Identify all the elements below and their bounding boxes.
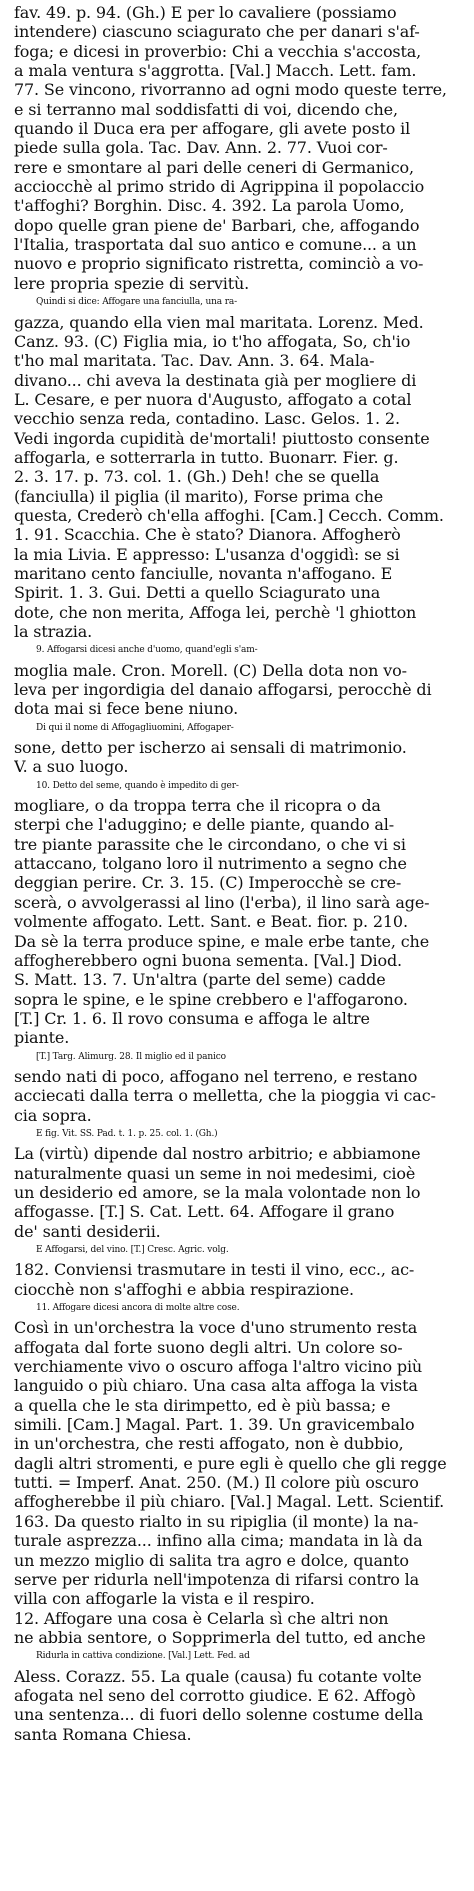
- text-line: 77. Se vincono, rivorranno ad ogni modo queste terre,: [14, 80, 447, 100]
- text-line: divano... chi aveva la destinata già per mogliere di: [14, 370, 417, 390]
- text-line: l'Italia, trasportata dal suo antico e comune... a un: [14, 235, 417, 255]
- text-line: Quindi si dice: Affogare una fanciulla, una ra-: [36, 297, 237, 308]
- text-line: leva per ingordigia del danaio affogarsi, perocchè di: [14, 680, 432, 700]
- text-line: sendo nati di poco, affogano nel terreno, e restano: [14, 1066, 418, 1086]
- text-line: t'affoghi? Borghin. Disc. 4. 392. La parola Uomo,: [14, 196, 405, 216]
- text-line: E fig. Vit. SS. Pad. t. 1. p. 25. col. 1. (Gh.): [36, 1128, 218, 1139]
- text-line: rere e smontare al pari delle ceneri di Germanico,: [14, 157, 414, 177]
- text-line: nuovo e proprio significato ristretta, cominciò a vo-: [14, 254, 424, 274]
- text-line: un desiderio ed amore, se la mala volontade non lo: [14, 1182, 421, 1202]
- text-line: verchiamente vivo o oscuro affoga l'altro vicino più: [14, 1357, 423, 1377]
- text-line: vecchio senza reda, contadino. Lasc. Gelos. 1. 2.: [14, 409, 400, 429]
- text-line: naturalmente quasi un seme in noi medesimi, cioè: [14, 1163, 416, 1183]
- text-line: sterpi che l'aduggino; e delle piante, quando al-: [14, 815, 395, 835]
- text-line: Così in un'orchestra la voce d'uno strumento resta: [14, 1318, 418, 1338]
- text-line: maritano cento fanciulle, novanta n'affogano. E: [14, 563, 393, 583]
- text-line: cia sopra.: [14, 1105, 92, 1125]
- text-line: [T.] Cr. 1. 6. Il rovo consuma e affoga le altre: [14, 1008, 370, 1028]
- text-line: ne abbia sentore, o Sopprimerla del tutto, ed anche: [14, 1627, 426, 1647]
- text-line: dote, che non merita, Affoga lei, perchè 'l ghiotton: [14, 602, 417, 622]
- text-line: 182. Conviensi trasmutare in testi il vino, ecc., ac-: [14, 1260, 415, 1280]
- text-line: Da sè la terra produce spine, e male erbe tante, che: [14, 931, 430, 951]
- text-line: lere propria spezie di servitù.: [14, 273, 250, 293]
- text-line: Canz. 93. (C) Figlia mia, io t'ho affogata, So, ch'io: [14, 331, 411, 351]
- text-line: santa Romana Chiesa.: [14, 1724, 192, 1744]
- text-line: [T.] Targ. Alimurg. 28. Il miglio ed il panico: [36, 1051, 226, 1062]
- text-line: dota mai si fece bene niuno.: [14, 699, 239, 719]
- text-line: V. a suo luogo.: [14, 757, 129, 777]
- text-line: acciocchè al primo strido di Agrippina il popolaccio: [14, 177, 425, 197]
- text-line: attaccano, tolgano loro il nutrimento a segno che: [14, 854, 407, 874]
- text-line: 11. Affogare dicesi ancora di molte altre cose.: [36, 1303, 240, 1314]
- text-line: t'ho mal maritata. Tac. Dav. Ann. 3. 64. Mala-: [14, 351, 375, 371]
- text-column: [14, 3, 458, 1744]
- text-line: affogherebbero ogni buona sementa. [Val.] Diod.: [14, 950, 402, 970]
- text-line: in un'orchestra, che resti affogato, non è dubbio,: [14, 1434, 404, 1454]
- text-line: serve per ridurla nell'impotenza di rifarsi contro la: [14, 1569, 420, 1589]
- text-line: La (virtù) dipende dal nostro arbitrio; e abbiamone: [14, 1144, 421, 1164]
- text-line: piede sulla gola. Tac. Dav. Ann. 2. 77. Vuoi cor-: [14, 138, 388, 158]
- text-line: dopo quelle gran piene de' Barbari, che, affogando: [14, 215, 420, 235]
- text-line: Spirit. 1. 3. Gui. Detti a quello Sciagurato una: [14, 583, 381, 603]
- text-line: foga; e dicesi in proverbio: Chi a vecchia s'accosta,: [14, 41, 422, 61]
- text-line: e si terranno mal soddisfatti di voi, dicendo che,: [14, 99, 398, 119]
- text-line: affogherebbe il più chiaro. [Val.] Magal. Lett. Scientif.: [14, 1492, 445, 1512]
- text-line: affogasse. [T.] S. Cat. Lett. 64. Affogare il grano: [14, 1202, 395, 1222]
- text-line: acciecati dalla terra o melletta, che la pioggia vi cac-: [14, 1086, 436, 1106]
- text-line: sone, detto per ischerzo ai sensali di matrimonio.: [14, 738, 407, 758]
- text-line: quando il Duca era per affogare, gli avete posto il: [14, 119, 411, 139]
- text-line: una sentenza... di fuori dello solenne costume della: [14, 1705, 424, 1725]
- text-line: fav. 49. p. 94. (Gh.) E per lo cavaliere (possiamo: [14, 3, 397, 22]
- text-line: la strazia.: [14, 622, 93, 641]
- text-line: Di qui il nome di Affogagliuomini, Affogaper-: [36, 722, 234, 733]
- text-line: affogarla, e sotterrarla in tutto. Buonarr. Fier. g.: [14, 447, 399, 467]
- text-line: languido o più chiaro. Una casa alta affoga la vista: [14, 1376, 418, 1396]
- text-line: (fanciulla) il piglia (il marito), Forse prima che: [14, 486, 384, 506]
- text-line: villa con affogarle la vista e il respiro.: [14, 1589, 315, 1609]
- text-line: E Affogarsi, del vino. [T.] Cresc. Agric. volg.: [36, 1245, 229, 1255]
- text-line: L. Cesare, e per nuora d'Augusto, affogato a cotal: [14, 389, 412, 409]
- text-line: moglia male. Cron. Morell. (C) Della dota non vo-: [14, 660, 407, 680]
- text-line: Ridurla in cattiva condizione. [Val.] Lett. Fed. ad: [36, 1651, 250, 1662]
- text-line: 2. 3. 17. p. 73. col. 1. (Gh.) Deh! che se quella: [14, 467, 380, 487]
- text-line: tre piante parassite che le circondano, o che vi si: [14, 834, 406, 854]
- text-line: gazza, quando ella vien mal maritata. Lorenz. Med.: [14, 312, 424, 332]
- text-line: ciocchè non s'affoghi e abbia respirazione.: [14, 1279, 354, 1299]
- text-line: tutti. = Imperf. Anat. 250. (M.) Il colore più oscuro: [14, 1473, 419, 1493]
- text-line: piante.: [14, 1028, 70, 1048]
- text-line: mogliare, o da troppa terra che il ricopra o da: [14, 796, 381, 816]
- text-line: Aless. Corazz. 55. La quale (causa) fu cotante volte: [14, 1666, 422, 1686]
- text-line: volmente affogato. Lett. Sant. e Beat. fior. p. 210.: [14, 912, 408, 932]
- text-line: 12. Affogare una cosa è Celarla sì che altri non: [14, 1608, 389, 1628]
- text-line: deggian perire. Cr. 3. 15. (C) Imperocchè se cre-: [14, 873, 402, 893]
- text-line: 10. Detto del seme, quando è impedito di ger-: [36, 780, 239, 791]
- text-line: S. Matt. 13. 7. Un'altra (parte del seme) cadde: [14, 970, 386, 990]
- text-line: dagli altri stromenti, e pure egli è quello che gli regge: [14, 1453, 447, 1473]
- text-line: 9. Affogarsi dicesi anche d'uomo, quand'egli s'am-: [36, 645, 258, 656]
- text-line: Vedi ingorda cupidità de'mortali! piuttosto consente: [14, 428, 430, 448]
- text-line: a mala ventura s'aggrotta. [Val.] Macch. Lett. fam.: [14, 61, 417, 81]
- text-line: 163. Da questo rialto in su ripiglia (il monte) la na-: [14, 1511, 419, 1531]
- text-line: 1. 91. Scacchia. Che è stato? Dianora. Affogherò: [14, 525, 401, 545]
- text-line: afogata nel seno del corrotto giudice. E 62. Affogò: [14, 1685, 416, 1705]
- text-line: questa, Crederò ch'ella affoghi. [Cam.] Cecch. Comm.: [14, 505, 444, 525]
- text-line: a quella che le sta dirimpetto, ed è più bassa; e: [14, 1395, 391, 1415]
- text-line: un mezzo miglio di salita tra agro e dolce, quanto: [14, 1550, 409, 1570]
- text-line: affogata dal forte suono degli altri. Un colore so-: [14, 1337, 403, 1357]
- text-line: la mia Livia. E appresso: L'usanza d'oggidì: se si: [14, 544, 400, 564]
- text-line: scerà, o avvolgerassi al lino (l'erba), il lino sarà age-: [14, 892, 430, 912]
- text-line: turale asprezza... infino alla cima; mandata in là da: [14, 1531, 423, 1551]
- text-line: intendere) ciascuno sciagurato che per danari s'af-: [14, 22, 420, 42]
- text-line: de' santi desiderii.: [14, 1221, 161, 1241]
- text-line: sopra le spine, e le spine crebbero e l'affogarono.: [14, 989, 408, 1009]
- text-line: simili. [Cam.] Magal. Part. 1. 39. Un gravicembalo: [14, 1415, 415, 1435]
